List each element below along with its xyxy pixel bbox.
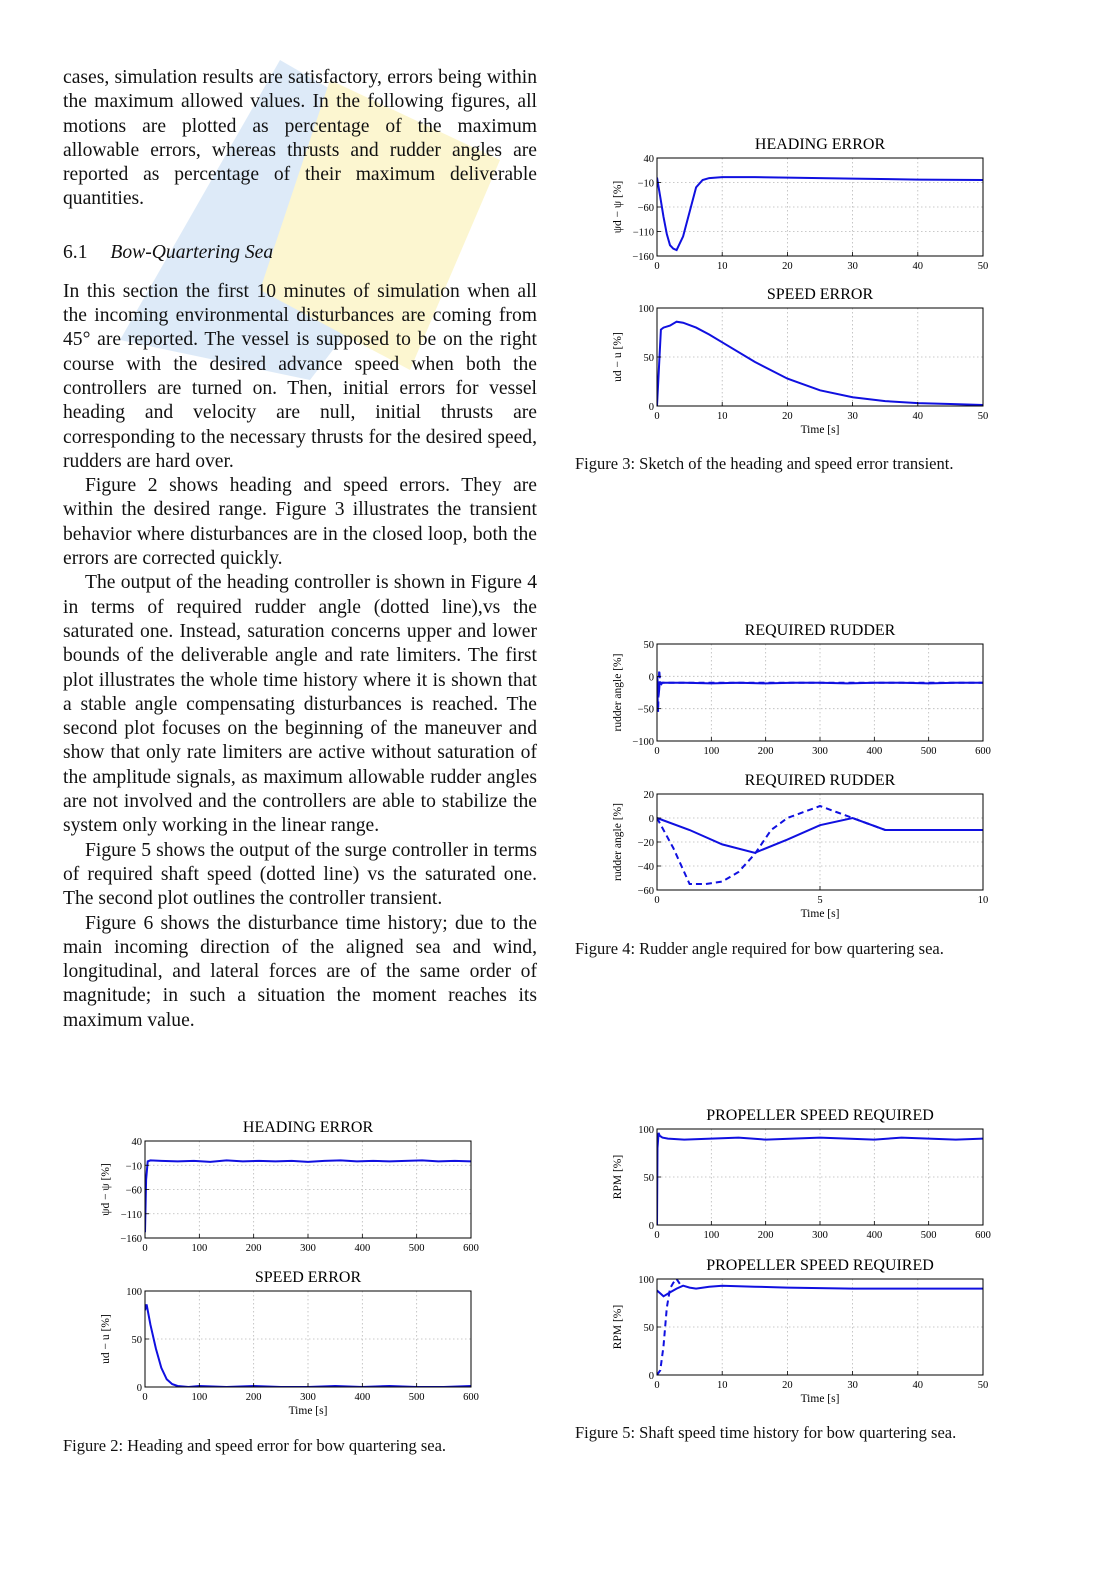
x-tick-label: 0 (142, 1392, 148, 1403)
paragraph-3: Figure 2 shows heading and speed errors. They are within the desired range. Figure 3 illustrates the transient behavior where disturbances are in the closed loop, both the errors are corrected quickly. (63, 475, 537, 570)
y-axis-label: ψd − ψ [%] (100, 1163, 112, 1216)
y-tick-label: −60 (637, 886, 654, 897)
y-tick-label: 100 (638, 304, 654, 315)
figure-2-caption: Figure 2: Heading and speed error for bow quartering sea. (63, 1436, 447, 1455)
x-tick-label: 400 (866, 1230, 883, 1241)
x-tick-label: 0 (654, 746, 660, 757)
y-tick-label: −40 (637, 862, 654, 873)
y-axis-label: ud − u [%] (612, 332, 624, 382)
x-tick-label: 0 (142, 1243, 148, 1254)
y-tick-label: −100 (632, 737, 654, 748)
chart-fig3-speed-error (612, 286, 988, 436)
plot-title: PROPELLER SPEED REQUIRED (706, 1107, 934, 1124)
x-tick-label: 600 (463, 1243, 479, 1254)
y-tick-label: 50 (643, 1323, 654, 1334)
y-tick-label: −10 (637, 178, 654, 190)
y-tick-label: −20 (637, 838, 654, 849)
x-tick-label: 30 (847, 261, 858, 272)
y-tick-label: −50 (637, 704, 654, 716)
x-tick-label: 500 (920, 746, 937, 757)
y-tick-label: 50 (131, 1335, 142, 1346)
y-tick-label: 0 (136, 1383, 142, 1394)
y-tick-label: 100 (638, 1125, 654, 1136)
x-tick-label: 400 (866, 746, 883, 757)
x-tick-label: 200 (757, 746, 774, 757)
y-tick-label: 40 (131, 1137, 142, 1148)
series-line (657, 177, 983, 250)
x-tick-label: 10 (716, 411, 728, 422)
y-tick-label: 50 (643, 353, 654, 364)
x-tick-label: 500 (408, 1243, 425, 1254)
plot-title: SPEED ERROR (254, 1269, 362, 1286)
x-axis-label: Time [s] (800, 908, 840, 920)
x-tick-label: 20 (782, 411, 793, 422)
y-tick-label: 50 (643, 640, 654, 651)
y-tick-label: −110 (632, 227, 654, 239)
y-tick-label: 0 (648, 1221, 654, 1232)
x-tick-label: 300 (812, 1230, 828, 1241)
y-tick-label: −160 (632, 252, 654, 263)
y-tick-label: 0 (648, 814, 654, 825)
series-line (145, 1304, 471, 1387)
x-tick-label: 0 (654, 1380, 660, 1391)
x-tick-label: 100 (703, 1230, 720, 1241)
section-title: Bow-Quartering Sea (110, 241, 274, 263)
plot-title: HEADING ERROR (754, 136, 886, 153)
y-tick-label: 20 (643, 790, 654, 801)
x-axis-label: Time [s] (288, 1405, 328, 1417)
x-axis-label: Time [s] (800, 424, 840, 436)
x-tick-label: 100 (703, 746, 720, 757)
y-axis-label: RPM [%] (612, 1154, 624, 1200)
y-tick-label: 0 (648, 672, 654, 684)
chart-fig4-rudder-full (612, 622, 991, 757)
x-tick-label: 100 (191, 1392, 208, 1403)
x-tick-label: 0 (654, 411, 660, 422)
x-tick-label: 500 (408, 1392, 425, 1403)
y-tick-label: −160 (120, 1234, 142, 1245)
plot-title: REQUIRED RUDDER (744, 622, 896, 639)
x-tick-label: 200 (757, 1230, 774, 1241)
section-heading (63, 242, 537, 264)
x-tick-label: 100 (191, 1243, 208, 1254)
paragraph-4: The output of the heading controller is shown in Figure 4 in terms of required rudder angle (dotted line),vs the saturated one. Instead, saturation concerns upper and lower bounds of the deliverable angle and rate limiters. The first plot illustrates the whole time history where it is shown that a stable angle compensating disturbances is reached. The second plot focuses on the beginning of the maneuver and show that only rate limiters are active without saturation of the amplitude signals, as maximum allowable rudder angles are not involved and the controllers are able to stabilize the system only working in the linear range. (63, 572, 537, 837)
plot-title: PROPELLER SPEED REQUIRED (706, 1257, 934, 1274)
chart-fig5-propeller-zoom (612, 1257, 988, 1405)
x-tick-label: 0 (654, 895, 660, 906)
x-tick-label: 400 (354, 1392, 371, 1403)
x-tick-label: 10 (716, 1380, 728, 1391)
y-tick-label: −60 (125, 1185, 142, 1197)
y-tick-label: 40 (643, 154, 654, 165)
chart-fig5-propeller-full (612, 1107, 991, 1241)
x-axis-label: Time [s] (800, 1393, 840, 1405)
figure-3-caption: Figure 3: Sketch of the heading and speed error transient. (575, 454, 954, 473)
x-tick-label: 20 (782, 261, 793, 272)
x-tick-label: 10 (977, 895, 989, 906)
figure-2 (76, 1109, 496, 1429)
paragraph-1: cases, simulation results are satisfactory, errors being within the maximum allowed values. In the following figures, all motions are plotted as percentage of the maximum allowable errors, whereas thrusts and rudder angles are reported as percentage of their maximum deliverable quantities. (63, 67, 537, 210)
y-axis-label: RPM [%] (612, 1304, 624, 1350)
y-tick-label: −60 (637, 203, 654, 214)
paragraph-6: Figure 6 shows the disturbance time history; due to the main incoming direction of the aligned sea and wind, longitudinal, and lateral forces are of the same order of magnitude; in such a situation the moment reaches its maximum value. (63, 912, 537, 1031)
y-tick-label: 50 (643, 1173, 654, 1184)
x-tick-label: 500 (920, 1230, 937, 1241)
y-tick-label: 100 (126, 1287, 142, 1298)
series-line (657, 322, 983, 406)
figure-4-caption: Figure 4: Rudder angle required for bow quartering sea. (575, 939, 944, 958)
x-tick-label: 50 (977, 411, 989, 422)
y-tick-label: −110 (120, 1209, 142, 1221)
paragraph-5: Figure 5 shows the output of the surge controller in terms of required shaft speed (dotted line) vs the saturated one. The second plot outlines the controller transient. (63, 839, 537, 910)
chart-fig3-heading-error (612, 136, 988, 272)
x-tick-label: 40 (912, 411, 924, 422)
x-tick-label: 5 (817, 895, 823, 906)
y-tick-label: 100 (638, 1275, 654, 1286)
figure-4 (588, 612, 1008, 932)
x-tick-label: 10 (716, 261, 728, 272)
x-tick-label: 0 (654, 261, 660, 272)
x-tick-label: 300 (300, 1243, 316, 1254)
paragraph-2: In this section the first 10 minutes of simulation when all the incoming environmental disturbances are coming from 45° are reported. The vessel is supposed to be on the right course with the desired advance speed when both the controllers are turned on. Then, initial errors for vessel heading and velocity are null, initial thrusts are corresponding to the necessary thrusts for the desired speed, rudders are hard over. (63, 280, 537, 472)
x-tick-label: 50 (977, 261, 989, 272)
x-tick-label: 400 (354, 1243, 371, 1254)
y-axis-label: rudder angle [%] (612, 803, 624, 881)
y-axis-label: ψd − ψ [%] (612, 180, 624, 234)
x-tick-label: 200 (245, 1392, 262, 1403)
plot-title: SPEED ERROR (766, 286, 874, 303)
x-tick-label: 40 (912, 261, 924, 272)
x-tick-label: 300 (300, 1392, 316, 1403)
left-column (63, 66, 537, 1033)
x-tick-label: 20 (782, 1380, 793, 1391)
x-tick-label: 600 (463, 1392, 479, 1403)
x-tick-label: 40 (912, 1380, 924, 1391)
x-tick-label: 0 (654, 1230, 660, 1241)
plot-title: HEADING ERROR (242, 1119, 374, 1136)
x-tick-label: 30 (847, 411, 858, 422)
chart-fig2-speed-error (100, 1269, 479, 1417)
y-axis-label: ud − u [%] (100, 1314, 112, 1364)
x-tick-label: 600 (975, 746, 991, 757)
chart-fig2-heading-error (100, 1119, 479, 1254)
x-tick-label: 300 (812, 746, 828, 757)
y-axis-label: rudder angle [%] (612, 653, 624, 732)
series-line (657, 1133, 983, 1225)
section-number: 6.1 (63, 241, 88, 263)
figure-5 (588, 1097, 1008, 1417)
series-line (657, 1286, 983, 1297)
plot-title: REQUIRED RUDDER (744, 772, 896, 789)
y-tick-label: 0 (648, 402, 654, 413)
chart-fig4-rudder-zoom (612, 772, 988, 920)
x-tick-label: 30 (847, 1380, 858, 1391)
y-tick-label: 0 (648, 1371, 654, 1382)
x-tick-label: 200 (245, 1243, 262, 1254)
x-tick-label: 600 (975, 1230, 991, 1241)
y-tick-label: −10 (125, 1161, 142, 1173)
figure-5-caption: Figure 5: Shaft speed time history for bow quartering sea. (575, 1423, 957, 1442)
figure-3 (588, 128, 1008, 448)
x-tick-label: 50 (977, 1380, 989, 1391)
